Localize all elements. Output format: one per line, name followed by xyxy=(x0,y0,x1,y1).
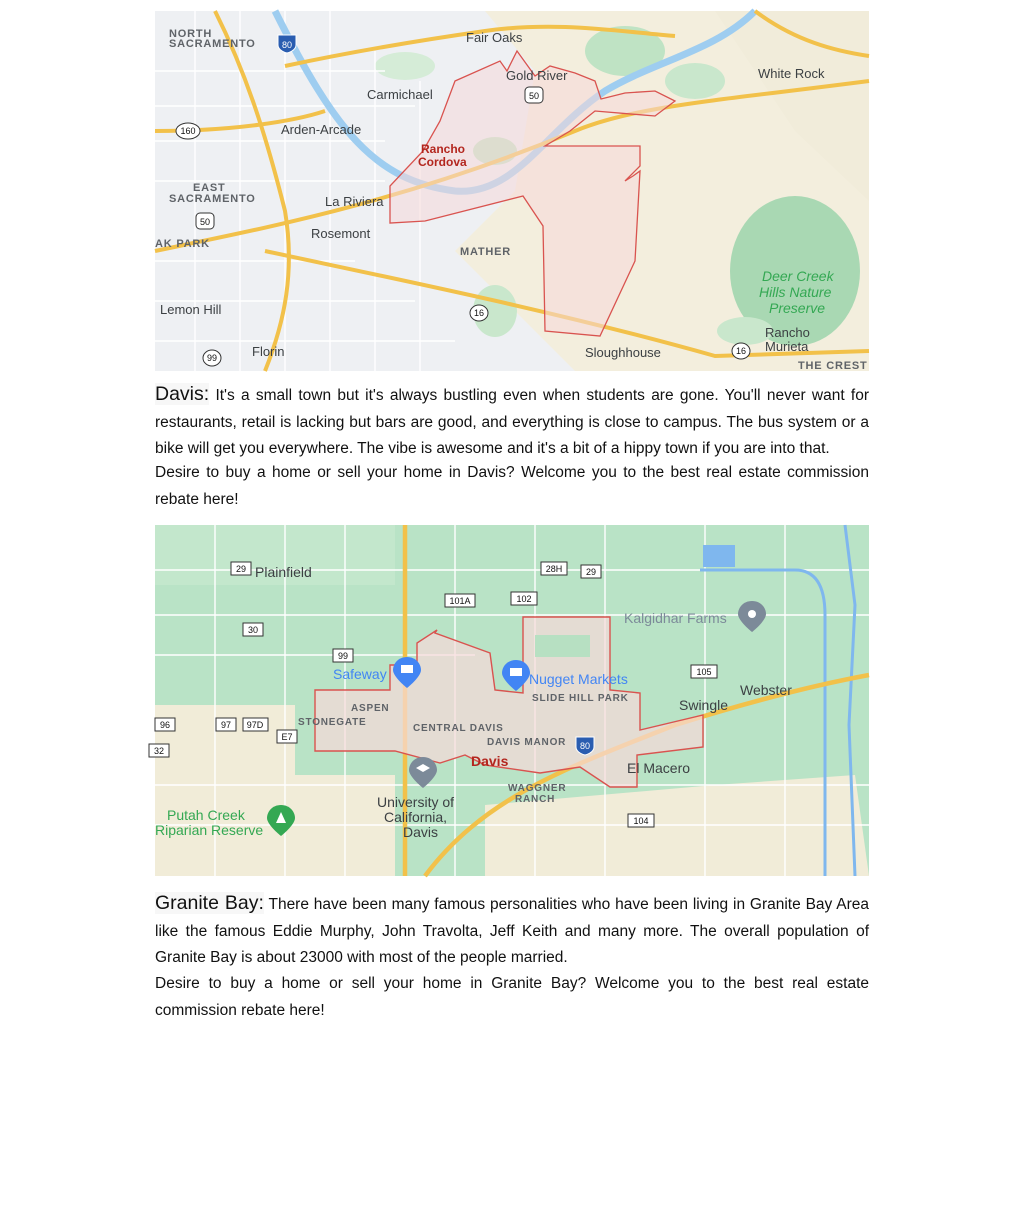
central-davis-label: CENTRAL DAVIS xyxy=(413,723,504,734)
davis-city-label: Davis xyxy=(471,753,509,769)
us-50-shield-a xyxy=(525,87,543,103)
waggner-ranch-label-1: WAGGNER xyxy=(508,783,567,794)
svg-text:50: 50 xyxy=(199,217,211,227)
east-sacramento-label-2: SACRAMENTO xyxy=(169,193,256,205)
plainfield-label: Plainfield xyxy=(255,564,312,580)
webster-label: Webster xyxy=(740,682,792,698)
route-101a-shield xyxy=(445,594,475,607)
ucd-label-3: Davis xyxy=(403,824,439,840)
rancho-murieta-label-2: Murieta xyxy=(765,339,809,354)
kalgidhar-farms-label: Kalgidhar Farms xyxy=(624,610,727,626)
deer-creek-label-3: Preserve xyxy=(769,300,826,316)
davis-map[interactable] xyxy=(155,525,869,876)
rosemont-label: Rosemont xyxy=(311,226,371,241)
route-97-shield xyxy=(216,718,236,731)
route-99-shield xyxy=(203,350,221,366)
route-29-shield-b xyxy=(581,565,601,578)
svg-text:99: 99 xyxy=(206,353,218,363)
davis-body: It's a small town but it's always bustling even when students are gone. You'll never want for restaurants, retail is lacking but bars are good, and everything is close to campus. The bus system or a bike will get you everywhere. The vibe is awesome and it's a bit of a hippy town if you are into that. xyxy=(155,387,869,457)
route-102-shield xyxy=(511,592,537,605)
svg-text:101A: 101A xyxy=(449,596,471,606)
gold-river-label: Gold River xyxy=(506,68,568,83)
svg-text:16: 16 xyxy=(735,346,747,356)
granite-bay-heading: Granite Bay: xyxy=(155,892,264,914)
route-30-shield xyxy=(243,623,263,636)
interstate-80-shield xyxy=(278,35,296,53)
route-96-shield xyxy=(155,718,175,731)
davis-description xyxy=(155,381,869,463)
svg-text:97: 97 xyxy=(220,720,232,730)
east-sacramento-label-1: EAST xyxy=(193,182,226,194)
us-50-shield-b xyxy=(196,213,214,229)
rancho-cordova-map-graphic xyxy=(155,11,869,371)
rancho-cordova-label-1: Rancho xyxy=(421,142,466,156)
svg-text:99: 99 xyxy=(337,651,349,661)
nugget-markets-label: Nugget Markets xyxy=(529,671,628,687)
stonegate-label: STONEGATE xyxy=(298,717,367,728)
interstate-80-shield xyxy=(576,737,594,755)
waggner-ranch-label-2: RANCH xyxy=(515,794,556,805)
svg-text:16: 16 xyxy=(473,308,485,318)
davis-map-graphic xyxy=(155,525,869,876)
mather-label: MATHER xyxy=(460,246,512,258)
svg-text:80: 80 xyxy=(579,741,591,751)
svg-text:160: 160 xyxy=(180,126,196,136)
granite-bay-body: There have been many famous personalities who have been living in Granite Bay Area like the famous Eddie Murphy, John Travolta, Jeff Keith and many more. The overall population of Granite Bay is about 23000 with most of the people married. xyxy=(155,896,869,966)
aspen-label: ASPEN xyxy=(351,703,390,714)
oak-park-label: AK PARK xyxy=(155,238,210,250)
deer-creek-label-2: Hills Nature xyxy=(759,284,832,300)
route-16-shield-a xyxy=(470,305,488,321)
rancho-cordova-label-2: Cordova xyxy=(418,155,467,169)
route-32-shield xyxy=(149,744,169,757)
slide-hill-park-label: SLIDE HILL PARK xyxy=(532,693,629,704)
route-160-shield xyxy=(176,123,200,139)
route-16-shield-b xyxy=(732,343,750,359)
putah-creek-label-2: Riparian Reserve xyxy=(155,822,264,838)
svg-text:28H: 28H xyxy=(545,564,563,574)
svg-text:105: 105 xyxy=(696,667,712,677)
the-crest-label: THE CREST xyxy=(798,360,868,372)
putah-creek-label-1: Putah Creek xyxy=(167,807,245,823)
safeway-label: Safeway xyxy=(333,666,387,682)
svg-text:96: 96 xyxy=(159,720,171,730)
swingle-label: Swingle xyxy=(679,697,729,713)
arden-arcade-label: Arden-Arcade xyxy=(281,122,362,137)
fair-oaks-label: Fair Oaks xyxy=(466,30,523,45)
el-macero-label: El Macero xyxy=(627,760,691,776)
la-riviera-label: La Riviera xyxy=(325,194,384,209)
florin-label: Florin xyxy=(252,344,285,359)
davis-cta: Desire to buy a home or sell your home in Davis? Welcome you to the best real estate commission rebate here! xyxy=(155,464,869,508)
svg-text:30: 30 xyxy=(247,625,259,635)
svg-text:50: 50 xyxy=(528,91,540,101)
rancho-cordova-map[interactable] xyxy=(155,11,869,371)
north-sacramento-label-2: SACRAMENTO xyxy=(169,38,256,50)
ucd-label-2: California, xyxy=(384,809,448,825)
white-rock-label: White Rock xyxy=(758,66,825,81)
route-105-shield xyxy=(691,665,717,678)
route-97d-shield xyxy=(243,718,268,731)
svg-text:80: 80 xyxy=(281,40,293,50)
ucd-label-1: University of xyxy=(377,794,455,810)
carmichael-label: Carmichael xyxy=(367,87,433,102)
svg-text:E7: E7 xyxy=(281,732,293,742)
rancho-murieta-label-1: Rancho xyxy=(765,325,810,340)
route-104-shield xyxy=(628,814,654,827)
svg-text:32: 32 xyxy=(153,746,165,756)
route-28h-shield xyxy=(541,562,567,575)
svg-text:97D: 97D xyxy=(246,720,264,730)
svg-text:29: 29 xyxy=(585,567,597,577)
svg-text:104: 104 xyxy=(633,816,649,826)
davis-heading: Davis: xyxy=(155,383,210,405)
deer-creek-label-1: Deer Creek xyxy=(762,268,834,284)
svg-text:102: 102 xyxy=(516,594,532,604)
route-29-shield-a xyxy=(231,562,251,575)
svg-text:29: 29 xyxy=(235,564,247,574)
granite-bay-cta: Desire to buy a home or sell your home in Granite Bay? Welcome you to the best real estate commission rebate here! xyxy=(155,975,869,1019)
north-sacramento-label-1: NORTH xyxy=(169,28,213,40)
granite-bay-description xyxy=(155,890,869,972)
sloughhouse-label: Sloughhouse xyxy=(585,345,661,360)
lemon-hill-label: Lemon Hill xyxy=(160,302,222,317)
route-e7-shield xyxy=(277,730,297,743)
davis-manor-label: DAVIS MANOR xyxy=(487,737,567,748)
route-99-shield xyxy=(333,649,353,662)
